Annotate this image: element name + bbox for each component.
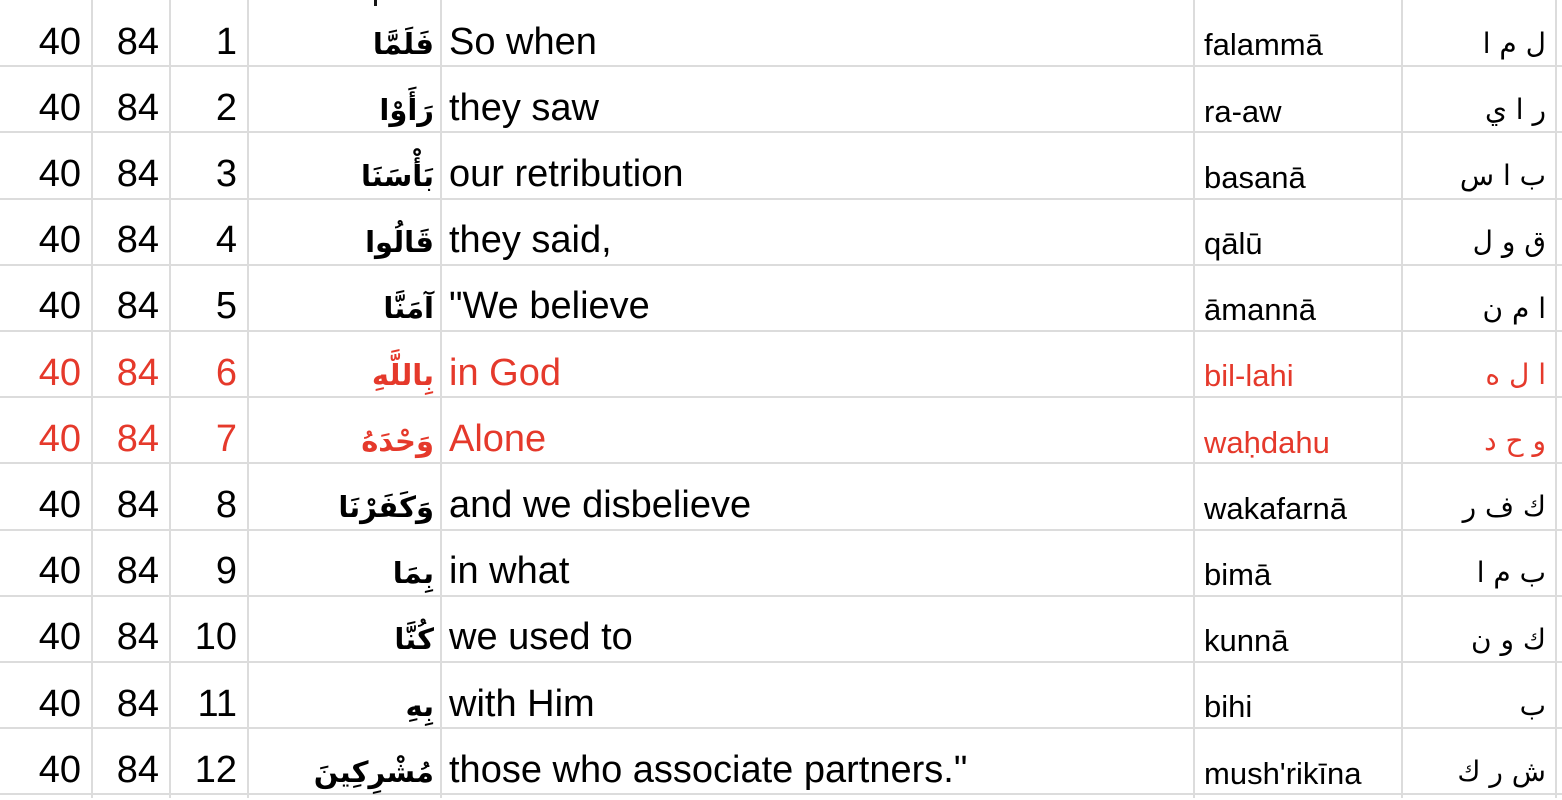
- cell-surah-number[interactable]: 40: [0, 728, 92, 794]
- cell-transliteration[interactable]: mush'rikīna: [1194, 728, 1402, 794]
- cell-verse-number[interactable]: 84: [92, 463, 170, 529]
- cell-word-number[interactable]: 11: [170, 662, 248, 728]
- cell-verse-number[interactable]: 84: [92, 728, 170, 794]
- cell-edge-sliver: [1556, 596, 1562, 662]
- cell-transliteration[interactable]: qālū: [1194, 199, 1402, 265]
- table-row: [0, 530, 1562, 596]
- cell-surah-number[interactable]: 40: [0, 331, 92, 397]
- table-row: [0, 728, 1562, 794]
- cell-english-translation[interactable]: in God: [441, 331, 1194, 397]
- cell-english-translation[interactable]: they said,: [441, 199, 1194, 265]
- cell-partial[interactable]: [170, 794, 248, 798]
- cell-english-translation[interactable]: "We believe: [441, 265, 1194, 331]
- cell-arabic-word[interactable]: وَكَفَرْنَا: [248, 463, 441, 529]
- cell-transliteration[interactable]: falammā: [1194, 0, 1402, 66]
- cell-edge-sliver: [1556, 662, 1562, 728]
- cell-transliteration[interactable]: āmannā: [1194, 265, 1402, 331]
- cell-edge-sliver: [1556, 0, 1562, 66]
- cell-word-number[interactable]: 1: [170, 0, 248, 66]
- cell-arabic-word[interactable]: كُنَّا: [248, 596, 441, 662]
- cell-english-translation[interactable]: they saw: [441, 66, 1194, 132]
- cell-edge-sliver: [1556, 331, 1562, 397]
- cell-root-letters[interactable]: ل م ا: [1402, 0, 1556, 66]
- cell-arabic-word[interactable]: بِاللَّهِ: [248, 331, 441, 397]
- cell-transliteration[interactable]: waḥdahu: [1194, 397, 1402, 463]
- cell-transliteration[interactable]: kunnā: [1194, 596, 1402, 662]
- cell-edge-sliver: [1556, 463, 1562, 529]
- cell-english-translation[interactable]: those who associate partners.": [441, 728, 1194, 794]
- cell-word-number[interactable]: 6: [170, 331, 248, 397]
- cell-edge-sliver: [1556, 728, 1562, 794]
- cell-word-number[interactable]: 12: [170, 728, 248, 794]
- cell-transliteration[interactable]: basanā: [1194, 132, 1402, 198]
- cell-word-number[interactable]: 3: [170, 132, 248, 198]
- cell-arabic-word[interactable]: مُشْرِكِينَ: [248, 728, 441, 794]
- cell-word-number[interactable]: 5: [170, 265, 248, 331]
- cell-root-letters[interactable]: ب م ا: [1402, 530, 1556, 596]
- cell-arabic-word[interactable]: بِمَا: [248, 530, 441, 596]
- cell-edge-sliver: [1556, 530, 1562, 596]
- cell-surah-number[interactable]: 40: [0, 463, 92, 529]
- cell-surah-number[interactable]: 40: [0, 530, 92, 596]
- table-row: [0, 265, 1562, 331]
- table-row: [0, 199, 1562, 265]
- cell-surah-number[interactable]: 40: [0, 0, 92, 66]
- cell-root-letters[interactable]: ب ا س: [1402, 132, 1556, 198]
- cell-root-letters[interactable]: ب: [1402, 662, 1556, 728]
- cell-verse-number[interactable]: 84: [92, 265, 170, 331]
- cell-arabic-word[interactable]: رَأَوْا: [248, 66, 441, 132]
- cell-transliteration[interactable]: bimā: [1194, 530, 1402, 596]
- table-row: [0, 331, 1562, 397]
- cell-verse-number[interactable]: 84: [92, 331, 170, 397]
- cell-surah-number[interactable]: 40: [0, 662, 92, 728]
- cell-partial[interactable]: [248, 794, 441, 798]
- cell-arabic-word[interactable]: بِهِ: [248, 662, 441, 728]
- partial-row: [0, 794, 1562, 798]
- table-row: [0, 463, 1562, 529]
- cell-word-number[interactable]: 4: [170, 199, 248, 265]
- cell-arabic-word[interactable]: قَالُوا: [248, 199, 441, 265]
- cell-edge-sliver: [1556, 66, 1562, 132]
- cell-partial[interactable]: [441, 794, 1194, 798]
- cell-verse-number[interactable]: 84: [92, 397, 170, 463]
- cell-surah-number[interactable]: 40: [0, 596, 92, 662]
- table-row: [0, 66, 1562, 132]
- cell-partial[interactable]: [92, 794, 170, 798]
- cell-word-number[interactable]: 7: [170, 397, 248, 463]
- cell-partial[interactable]: [1402, 794, 1556, 798]
- table-row: [0, 596, 1562, 662]
- cell-transliteration[interactable]: ra-aw: [1194, 66, 1402, 132]
- cell-edge-sliver: [1556, 265, 1562, 331]
- cell-edge-sliver: [1556, 132, 1562, 198]
- cell-english-translation[interactable]: with Him: [441, 662, 1194, 728]
- cell-root-letters[interactable]: ق و ل: [1402, 199, 1556, 265]
- cell-english-translation[interactable]: Alone: [441, 397, 1194, 463]
- cell-verse-number[interactable]: 84: [92, 66, 170, 132]
- cell-root-letters[interactable]: ا م ن: [1402, 265, 1556, 331]
- cell-root-letters[interactable]: ش ر ك: [1402, 728, 1556, 794]
- cell-surah-number[interactable]: 40: [0, 265, 92, 331]
- cell-surah-number[interactable]: 40: [0, 132, 92, 198]
- cell-surah-number[interactable]: 40: [0, 66, 92, 132]
- table-row: [0, 662, 1562, 728]
- cell-english-translation[interactable]: we used to: [441, 596, 1194, 662]
- table-row: [0, 0, 1562, 66]
- cell-transliteration[interactable]: bil-lahi: [1194, 331, 1402, 397]
- cell-partial[interactable]: [0, 794, 92, 798]
- table-row: [0, 397, 1562, 463]
- cell-english-translation[interactable]: and we disbelieve: [441, 463, 1194, 529]
- cell-verse-number[interactable]: 84: [92, 662, 170, 728]
- cell-verse-number[interactable]: 84: [92, 596, 170, 662]
- cell-arabic-word[interactable]: فَلَمَّا: [248, 0, 441, 66]
- cell-arabic-word[interactable]: آمَنَّا: [248, 265, 441, 331]
- cell-root-letters[interactable]: ك و ن: [1402, 596, 1556, 662]
- cell-edge-sliver: [1556, 199, 1562, 265]
- cell-word-number[interactable]: 10: [170, 596, 248, 662]
- cell-root-letters[interactable]: ك ف ر: [1402, 463, 1556, 529]
- cell-english-translation[interactable]: our retribution: [441, 132, 1194, 198]
- cell-arabic-word[interactable]: وَحْدَهُ: [248, 397, 441, 463]
- cell-word-number[interactable]: 9: [170, 530, 248, 596]
- cell-word-number[interactable]: 8: [170, 463, 248, 529]
- cell-partial[interactable]: [1194, 794, 1402, 798]
- cell-partial[interactable]: [1556, 794, 1562, 798]
- cell-root-letters[interactable]: ر ا ي: [1402, 66, 1556, 132]
- cell-surah-number[interactable]: 40: [0, 397, 92, 463]
- cell-transliteration[interactable]: bihi: [1194, 662, 1402, 728]
- cell-verse-number[interactable]: 84: [92, 530, 170, 596]
- cell-english-translation[interactable]: So when: [441, 0, 1194, 66]
- cell-transliteration[interactable]: wakafarnā: [1194, 463, 1402, 529]
- cell-verse-number[interactable]: 84: [92, 0, 170, 66]
- cell-surah-number[interactable]: 40: [0, 199, 92, 265]
- cell-english-translation[interactable]: in what: [441, 530, 1194, 596]
- cell-verse-number[interactable]: 84: [92, 132, 170, 198]
- cell-word-number[interactable]: 2: [170, 66, 248, 132]
- cell-root-letters[interactable]: و ح د: [1402, 397, 1556, 463]
- table-row: [0, 132, 1562, 198]
- cell-arabic-word[interactable]: بَأْسَنَا: [248, 132, 441, 198]
- cell-edge-sliver: [1556, 397, 1562, 463]
- cell-root-letters[interactable]: ا ل ه: [1402, 331, 1556, 397]
- cell-verse-number[interactable]: 84: [92, 199, 170, 265]
